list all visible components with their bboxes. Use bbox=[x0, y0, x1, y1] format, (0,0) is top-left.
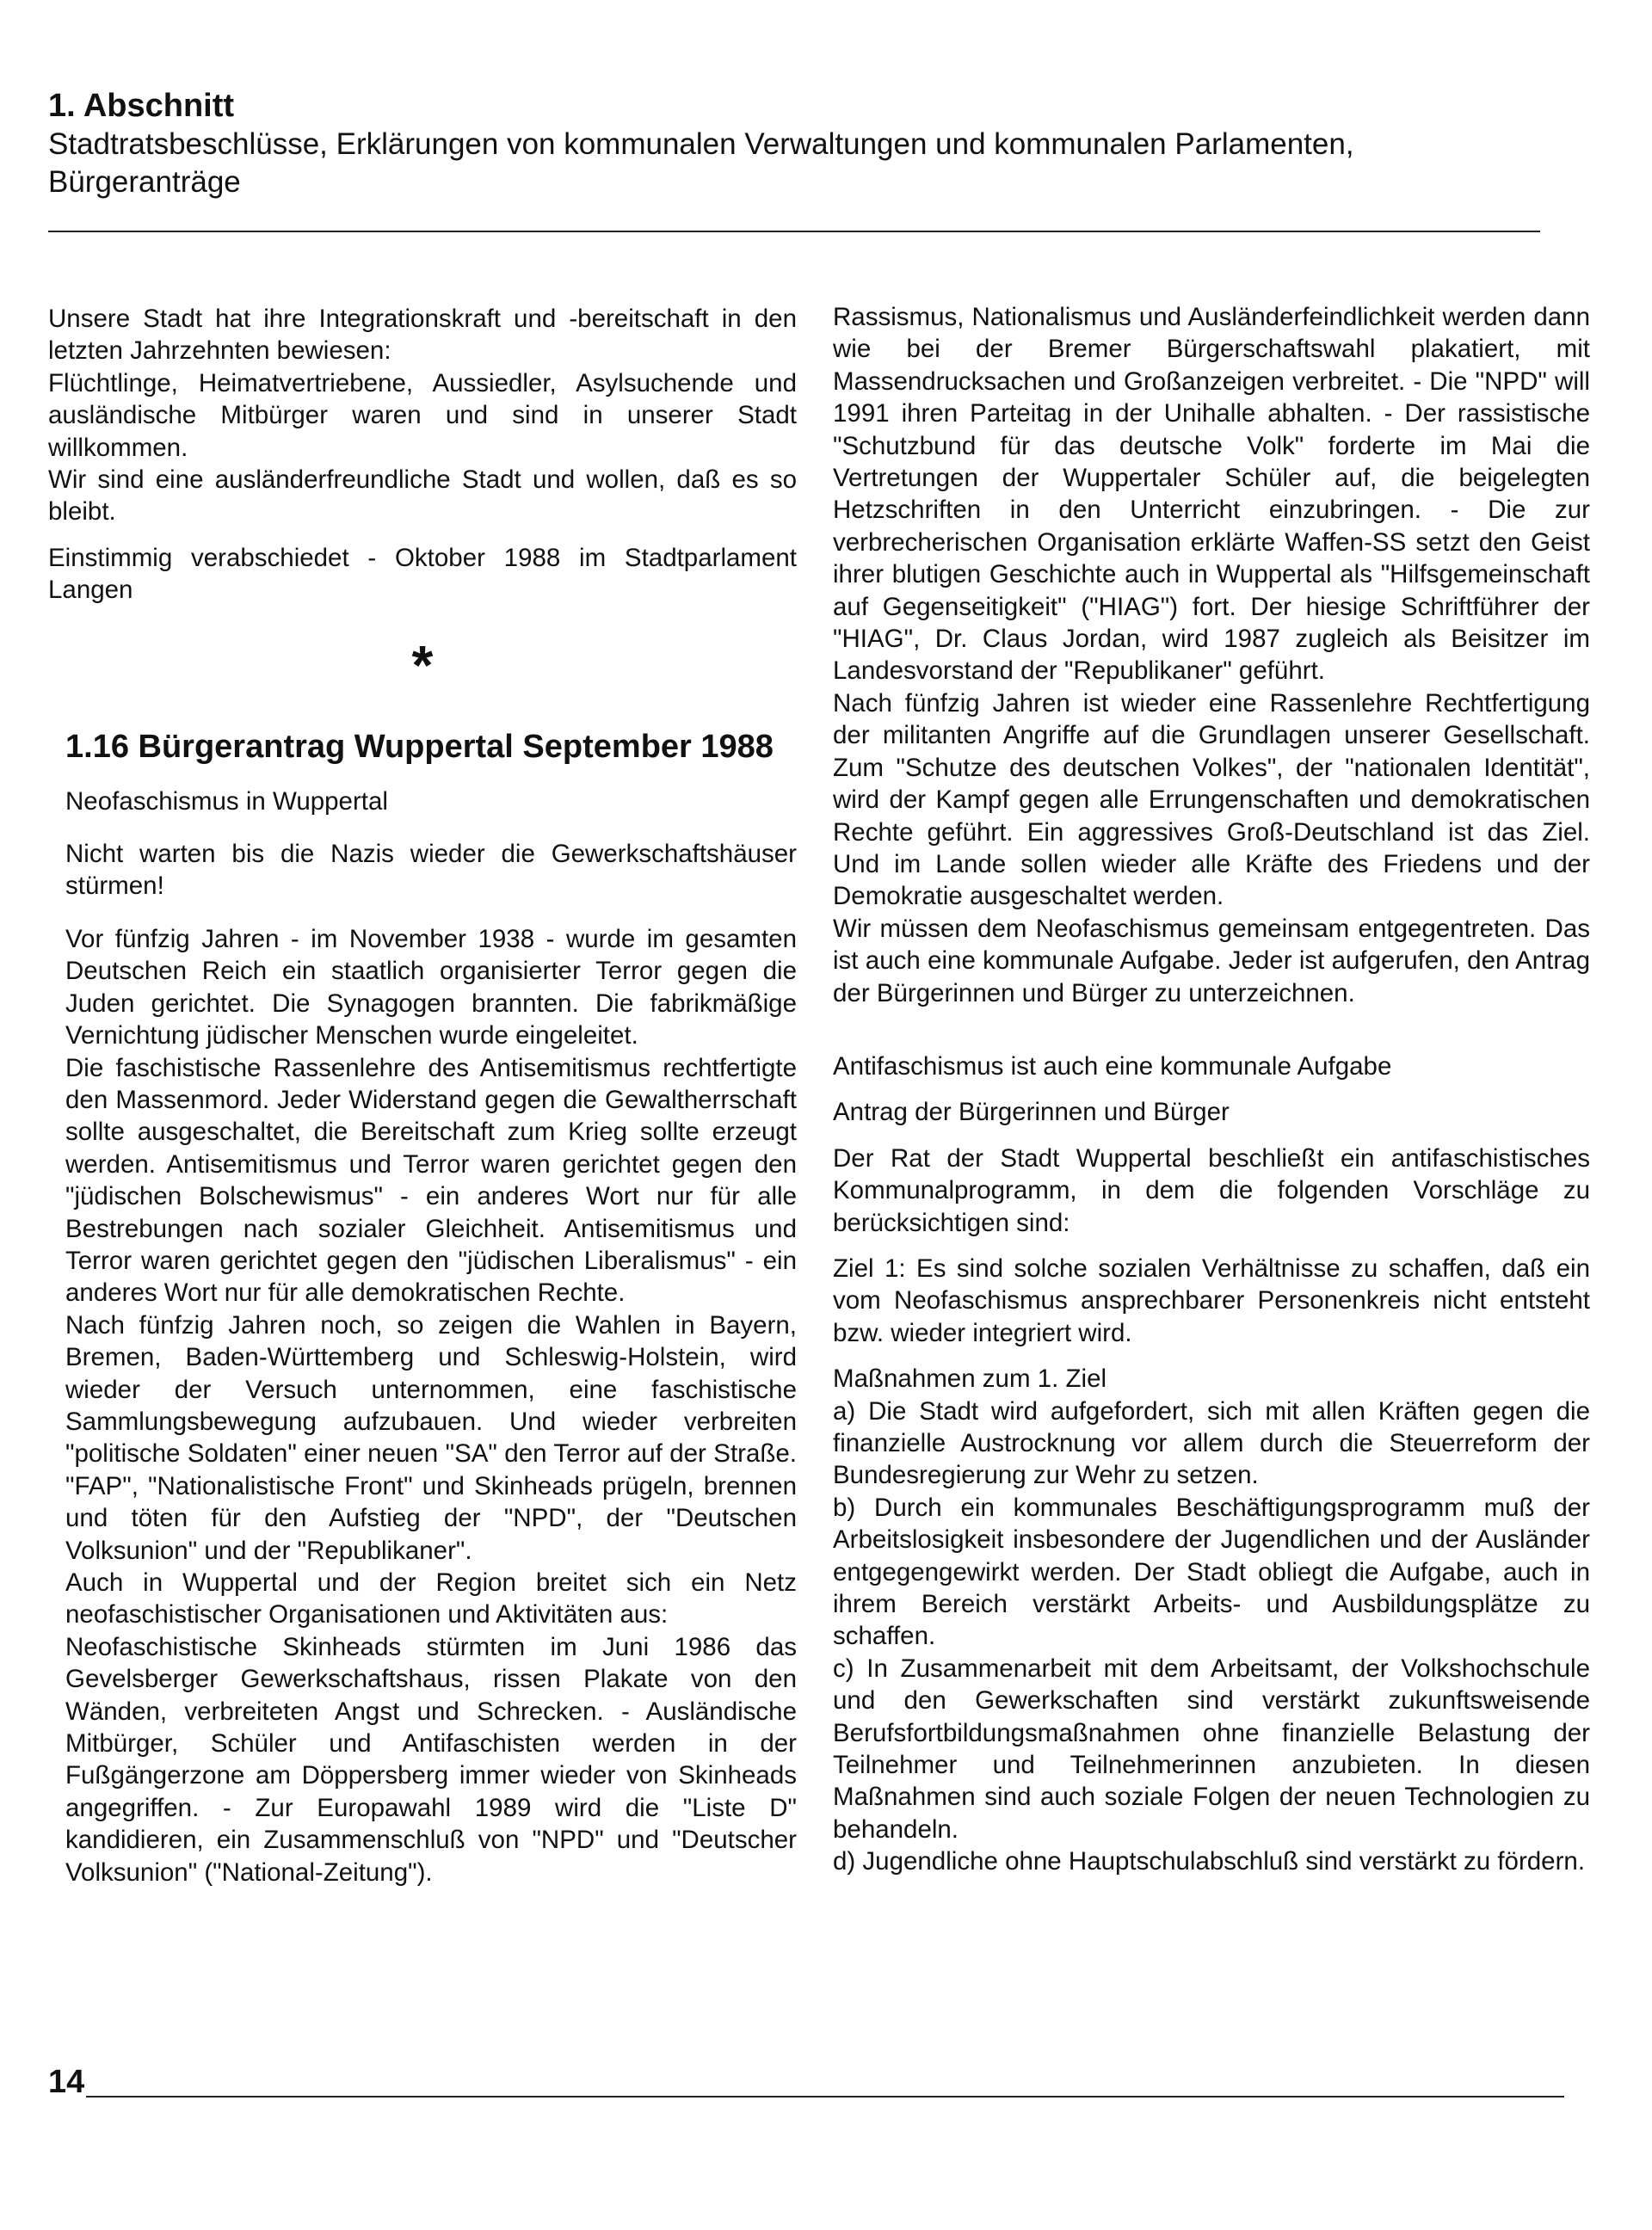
right-column bbox=[833, 301, 1590, 1878]
body-paragraph-2: Die faschistische Rassenlehre des Antisemitismus rechtfertigte den Massenmord. Jeder Widerstand gegen die Gewaltherrschaft sollte ausgeschaltet, die Bereitschaft zum Krieg sollte erzeugt werden. Antisemitismus und Terror waren gerichtet gegen den "jüdischen Bolschewismus" - ein anderes Wort nur für alle Bestrebungen nach sozialer Gleichheit. Antisemitismus und Terror waren gerichtet gegen den "jüdischen Liberalismus" - ein anderes Wort nur für alle demokratischen Rechte. bbox=[65, 1053, 797, 1308]
measure-c: c) In Zusammenarbeit mit dem Arbeitsamt, der Volkshochschule und den Gewerkschaften sind verstärkt zukunftsweisende Berufsfortbildungsmaßnahmen ohne finanzielle Belastung der Teilnehmer und Teilnehmerinnen anzubieten. In diesen Maßnahmen sind auch soziale Folgen der neuen Technologien zu behandeln. bbox=[833, 1654, 1590, 1844]
body-paragraph-6: Rassismus, Nationalismus und Ausländerfeindlichkeit werden dann wie bei der Bremer Bürgerschaftswahl plakatiert, mit Massendrucksachen und Großanzeigen verbreitet. - Die "NPD" will 1991 ihren Parteitag in der Unihalle abhalten. - Der rassistische "Schutzbund für das deutsche Volk" forderte im Mai die Vertretungen der Wuppertaler Schüler auf, die beigelegten Hetzschriften in den Unterricht einzubringen. - Die zur verbrecherischen Organisation erklärte Waffen-SS setzt den Geist ihrer blutigen Geschichte auch in Wuppertal als "Hilfsgemeinschaft auf Gegenseitigkeit" ("HIAG") fort. Der hiesige Schriftführer der "HIAG", Dr. Claus Jordan, wird 1987 zugleich als Beisitzer im Landesvorstand der "Republikaner" geführt. bbox=[833, 303, 1590, 686]
body-paragraph-1: Vor fünfzig Jahren - im November 1938 - wurde im gesamten Deutschen Reich ein staatlich organisierter Terror gegen die Juden gerichtet. Die Synagogen brannten. Die fabrikmäßige Vernichtung jüdischer Menschen wurde eingeleitet. bbox=[65, 924, 797, 1050]
measure-d: d) Jugendliche ohne Hauptschulabschluß sind verstärkt zu fördern. bbox=[833, 1847, 1586, 1876]
body-paragraph-3: Nach fünfzig Jahren noch, so zeigen die Wahlen in Bayern, Bremen, Baden-Württemberg und Schleswig-Holstein, wird wieder der Versuch unternommen, eine faschistische Sammlungsbewegung aufzubauen. Und wieder verbreiten "politische Soldaten" einer neuen "SA" den Terror auf der Straße. "FAP", "Nationalistische Front" und Skinheads prügeln, brennen und töten für den Aufstieg der "NPD", der "Deutschen Volksunion" und der "Republikaner". bbox=[65, 1310, 797, 1565]
measures-title: Maßnahmen zum 1. Ziel bbox=[833, 1364, 1107, 1394]
motion-subheading: Antrag der Bürgerinnen und Bürger bbox=[833, 1098, 1230, 1127]
measure-b: b) Durch ein kommunales Beschäftigungsprogramm muß der Arbeitslosigkeit insbesondere der Jugendlichen und der Ausländer entgegengewirkt werden. Der Stadt obliegt die Aufgabe, auch in ihrem Bereich verstärkt Arbeits- und Ausbildungsplätze zu schaffen. bbox=[833, 1493, 1590, 1651]
motion-intro: Der Rat der Stadt Wuppertal beschließt ein antifaschistisches Kommunalprogramm, in dem die folgenden Vorschläge zu berücksichtigen sind: bbox=[833, 1143, 1590, 1237]
section-title: 1. Abschnitt bbox=[48, 88, 235, 124]
section-subtitle-line-2: Bürgeranträge bbox=[48, 165, 241, 199]
adoption-note: Einstimmig verabschiedet - Oktober 1988 im Stadtparlament Langen bbox=[48, 543, 797, 605]
body-paragraph-8: Wir müssen dem Neofaschismus gemeinsam entgegentreten. Das ist auch eine kommunale Aufgabe. Jeder ist aufgerufen, den Antrag der Bürgerinnen und Bürger zu unterzeichnen. bbox=[833, 914, 1590, 1007]
body-paragraph-4: Auch in Wuppertal und der Region breitet sich ein Netz neofaschistischer Organisationen und Aktivitäten aus: bbox=[65, 1568, 797, 1629]
measure-a: a) Die Stadt wird aufgefordert, sich mit allen Kräften gegen die finanzielle Austrocknung vor allem durch die Steuerreform der Bundesregierung zur Wehr zu setzen. bbox=[833, 1396, 1590, 1490]
subsection-call: Nicht warten bis die Nazis wieder die Gewerkschaftshäuser stürmen! bbox=[65, 840, 797, 901]
section-header bbox=[48, 86, 1545, 201]
subsection-heading: 1.16 Bürgerantrag Wuppertal September 1988 bbox=[65, 728, 774, 765]
subsection-lead: Neofaschismus in Wuppertal bbox=[65, 786, 388, 816]
section-subtitle-line-1: Stadtratsbeschlüsse, Erklärungen von kommunalen Verwaltungen und kommunalen Parlamenten, bbox=[48, 127, 1354, 161]
section-separator-star: * bbox=[411, 633, 434, 696]
body-paragraph-5: Neofaschistische Skinheads stürmten im Juni 1986 das Gevelsberger Gewerkschaftshaus, rissen Plakate von den Wänden, verbreiteten Angst und Schrecken. - Ausländische Mitbürger, Schüler und Antifaschisten werden in der Fußgängerzone am Döppersberg immer wieder von Skinheads angegriffen. - Zur Europawahl 1989 wird die "Liste D" kandidieren, ein Zusammenschluß von "NPD" und "Deutscher Volksunion" ("National-Zeitung"). bbox=[65, 1632, 797, 1887]
footer-divider bbox=[86, 2096, 1564, 2098]
intro-paragraph-2: Flüchtlinge, Heimatvertriebene, Aussiedler, Asylsuchende und ausländische Mitbürger waren und sind in unserer Stadt willkommen. bbox=[48, 368, 797, 462]
goal-1: Ziel 1: Es sind solche sozialen Verhältnisse zu schaffen, daß ein vom Neofaschismus ansprechbarer Personenkreis nicht entsteht bzw. wieder integriert wird. bbox=[833, 1254, 1590, 1347]
motion-heading: Antifaschismus ist auch eine kommunale Aufgabe bbox=[833, 1051, 1392, 1081]
subsection-body bbox=[48, 785, 797, 1888]
header-divider bbox=[48, 231, 1540, 232]
intro-paragraph-1: Unsere Stadt hat ihre Integrationskraft und -bereitschaft in den letzten Jahrzehnten bewiesen: bbox=[48, 305, 797, 366]
left-column bbox=[48, 303, 797, 1888]
page-number: 14 bbox=[48, 2064, 85, 2100]
intro-paragraph-3: Wir sind eine ausländerfreundliche Stadt und wollen, daß es so bleibt. bbox=[48, 465, 797, 527]
body-paragraph-7: Nach fünfzig Jahren ist wieder eine Rassenlehre Rechtfertigung der militanten Angriffe auf die Grundlagen unserer Gesellschaft. Zum "Schutze des deutschen Volkes", der "nationalen Identität", wird der Kampf gegen alle Errungenschaften und demokratischen Rechte geführt. Ein aggressives Groß-Deutschland ist das Ziel. Und im Lande sollen wieder alle Kräfte des Friedens und der Demokratie ausgeschaltet werden. bbox=[833, 688, 1590, 911]
